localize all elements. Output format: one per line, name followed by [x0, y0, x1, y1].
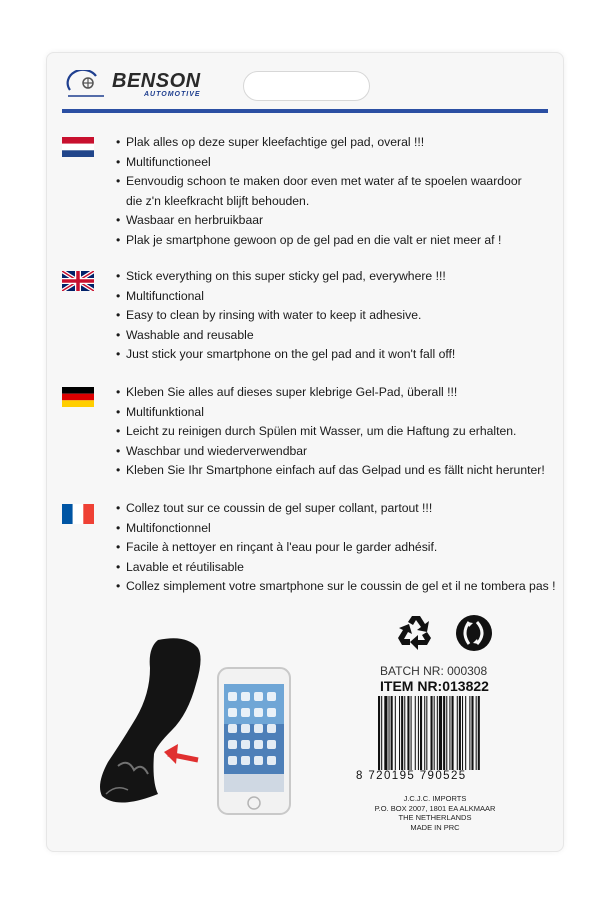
- barcode-bar: [465, 696, 466, 770]
- green-dot-icon: [455, 614, 493, 652]
- barcode-bar: [395, 696, 396, 770]
- list-item: • Plak je smartphone gewoon op de gel pad en die valt er niet meer af !: [116, 231, 546, 251]
- barcode-bar: [391, 696, 393, 770]
- barcode-bar: [381, 696, 382, 770]
- address-line: MADE IN PRC: [410, 822, 460, 832]
- brand-logo: [66, 68, 216, 102]
- list-item: • Washable and reusable: [116, 326, 546, 346]
- brand-name: BENSON: [112, 70, 201, 92]
- address-line: P.O. BOX 2007, 1801 EA ALKMAAR: [374, 803, 496, 813]
- list-item: • Lavable et réutilisable: [116, 558, 546, 578]
- barcode-bar: [415, 696, 416, 770]
- item-number: ITEM NR:013822: [380, 678, 489, 694]
- barcode-bar: [426, 696, 427, 770]
- barcode-bar: [411, 696, 412, 770]
- list-item: • Facile à nettoyer en rinçant à l'eau pour le garder adhésif.: [116, 538, 546, 558]
- barcode-bar: [404, 696, 405, 770]
- barcode-bar: [446, 696, 447, 770]
- barcode-bar: [384, 696, 387, 770]
- list-item: • Plak alles op deze super kleefachtige gel pad, overal !!!: [116, 133, 546, 153]
- address-line: J.C.J.C. IMPORTS: [403, 794, 467, 803]
- red-arrow-icon: [164, 744, 198, 764]
- germany-flag-icon: [62, 387, 94, 407]
- barcode-bar: [449, 696, 450, 770]
- hang-hole: [243, 71, 370, 101]
- barcode-bar: [389, 696, 390, 770]
- logo-mark-icon: [66, 70, 110, 98]
- barcode-bar: [420, 696, 422, 770]
- importer-address: [360, 794, 510, 832]
- feature-list: [116, 133, 546, 250]
- gel-pad-image: [100, 638, 201, 802]
- barcode-bar: [434, 696, 435, 770]
- product-illustration: [98, 634, 298, 824]
- barcode-bar: [378, 696, 380, 770]
- barcode-bar: [407, 696, 409, 770]
- recycle-icon: [396, 612, 436, 652]
- list-item: • Eenvoudig schoon te maken door even met water af te spoelen waardoor die z'n kleefkracht blijft behouden.: [116, 172, 536, 211]
- barcode-bar: [478, 696, 480, 770]
- list-item: • Stick everything on this super sticky gel pad, everywhere !!!: [116, 267, 546, 287]
- list-item: • Kleben Sie alles auf dieses super klebrige Gel-Pad, überall !!!: [116, 383, 546, 403]
- smartphone-image: [218, 668, 290, 814]
- barcode-bar: [439, 696, 442, 770]
- barcode-bar: [437, 696, 438, 770]
- list-item: • Collez tout sur ce coussin de gel super collant, partout !!!: [116, 499, 546, 519]
- barcode-bar: [431, 696, 433, 770]
- barcode-bar: [469, 696, 470, 770]
- barcode-bar: [443, 696, 445, 770]
- barcode-bar: [462, 696, 463, 770]
- header-rule: [62, 109, 548, 113]
- barcode-bar: [457, 696, 458, 770]
- list-item: • Multifunctioneel: [116, 153, 546, 173]
- feature-list: [116, 267, 546, 365]
- uk-flag-icon: [62, 271, 94, 291]
- barcode-bar: [476, 696, 477, 770]
- list-item: • Multifonctionnel: [116, 519, 546, 539]
- barcode-bar: [452, 696, 454, 770]
- address-line: THE NETHERLANDS: [398, 813, 472, 822]
- list-item: • Just stick your smartphone on the gel pad and it won't fall off!: [116, 345, 546, 365]
- france-flag-icon: [62, 504, 94, 524]
- list-item: • Wasbaar en herbruikbaar: [116, 211, 546, 231]
- list-item: • Multifunktional: [116, 403, 546, 423]
- netherlands-flag-icon: [62, 137, 94, 157]
- list-item: • Multifunctional: [116, 287, 546, 307]
- barcode-bar: [401, 696, 403, 770]
- list-item: • Leicht zu reinigen durch Spülen mit Wasser, um die Haftung zu erhalten.: [116, 422, 546, 442]
- barcode-number: 8 720195 790525: [356, 770, 467, 782]
- barcode-bar: [424, 696, 425, 770]
- barcode-bar: [399, 696, 400, 770]
- feature-list: [116, 499, 556, 597]
- barcode-bar: [418, 696, 419, 770]
- barcode-bar: [459, 696, 461, 770]
- feature-list: [116, 383, 546, 481]
- barcode: [376, 696, 510, 772]
- list-item: • Collez simplement votre smartphone sur le coussin de gel et il ne tombera pas !: [116, 577, 546, 597]
- barcode-bar: [471, 696, 473, 770]
- list-item: • Easy to clean by rinsing with water to keep it adhesive.: [116, 306, 546, 326]
- list-item: • Waschbar und wiederverwendbar: [116, 442, 546, 462]
- batch-number: BATCH NR: 000308: [380, 664, 488, 678]
- brand-subtitle: AUTOMOTIVE: [144, 91, 201, 98]
- list-item: • Kleben Sie Ihr Smartphone einfach auf das Gelpad und es fällt nicht herunter!: [116, 461, 546, 481]
